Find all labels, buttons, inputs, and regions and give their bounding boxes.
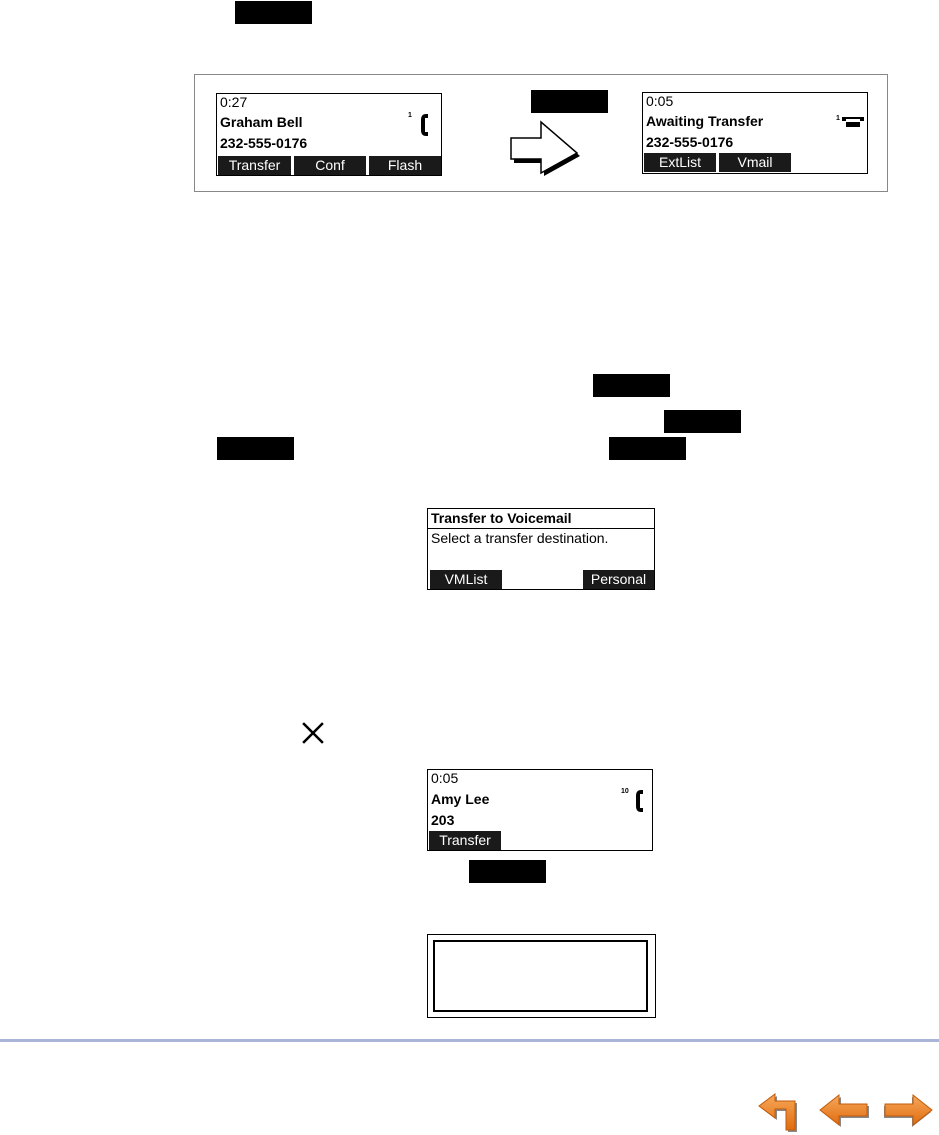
- caller-number: 232-555-0176: [646, 134, 734, 150]
- softkey-chip: [469, 860, 546, 883]
- caller-name: Amy Lee: [431, 791, 490, 807]
- softkey-chip: [609, 437, 686, 460]
- transition-arrow-icon: [505, 118, 585, 180]
- softkey-chip: [217, 437, 294, 460]
- line-number: 10: [621, 788, 629, 795]
- softkey-transfer[interactable]: Transfer: [429, 831, 501, 850]
- call-status: Awaiting Transfer: [646, 113, 764, 129]
- caller-number: 203: [431, 812, 455, 828]
- line-number: 1: [408, 112, 412, 119]
- back-return-icon[interactable]: [755, 1090, 807, 1134]
- softkey-vmail[interactable]: Vmail: [719, 153, 791, 172]
- message-box-inner: [433, 940, 648, 1012]
- line-number: 1: [836, 115, 840, 122]
- message-box: [427, 934, 656, 1018]
- handset-icon: [634, 788, 648, 814]
- call-timer: 0:05: [431, 770, 459, 786]
- softkey-conf[interactable]: Conf: [294, 156, 366, 175]
- screen-title: Transfer to Voicemail: [431, 510, 572, 526]
- softkey-flash[interactable]: Flash: [369, 156, 441, 175]
- handset-icon: [419, 112, 433, 138]
- cancel-key-icon: [302, 722, 324, 744]
- footer-rule: [0, 1039, 939, 1042]
- next-page-icon[interactable]: [881, 1092, 935, 1132]
- previous-page-icon[interactable]: [817, 1092, 871, 1132]
- caller-number: 232-555-0176: [220, 135, 308, 151]
- softkey-chip: [593, 374, 670, 397]
- softkey-vmlist[interactable]: VMList: [430, 570, 502, 589]
- caller-name: Graham Bell: [220, 114, 303, 130]
- softkey-personal[interactable]: Personal: [583, 570, 654, 589]
- title-divider: [428, 528, 654, 529]
- softkey-chip: [664, 410, 741, 433]
- screen-message: Select a transfer destination.: [431, 530, 609, 546]
- softkey-extlist[interactable]: ExtList: [644, 153, 716, 172]
- softkey-chip: [531, 90, 608, 113]
- phone-display-extension-call: [427, 769, 653, 851]
- softkey-transfer[interactable]: Transfer: [218, 156, 291, 175]
- call-timer: 0:05: [646, 93, 674, 109]
- phone-display-active-call: [216, 93, 442, 176]
- phone-display-transfer-to-voicemail: [427, 508, 655, 590]
- handset-on-hook-icon: [840, 115, 866, 129]
- call-timer: 0:27: [220, 94, 248, 110]
- softkey-chip: [235, 1, 312, 24]
- phone-display-awaiting-transfer: [642, 92, 868, 174]
